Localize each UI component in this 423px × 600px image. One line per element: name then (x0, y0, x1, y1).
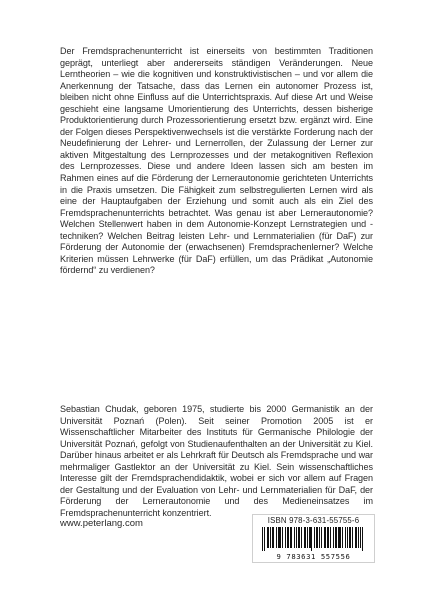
barcode-bar (298, 527, 299, 548)
barcode-bar (276, 527, 277, 548)
barcode-image (261, 527, 366, 551)
barcode-bar (317, 527, 318, 548)
barcode-bar (309, 527, 310, 548)
barcode-bar (360, 527, 361, 548)
barcode-bar (350, 527, 351, 548)
isbn-barcode-block (252, 514, 375, 563)
barcode-bar (316, 527, 317, 548)
barcode-bar (342, 527, 343, 548)
barcode-bar (311, 527, 312, 551)
barcode-bar (287, 527, 288, 548)
barcode-bar (301, 527, 302, 548)
barcode-bar (299, 527, 300, 548)
barcode-bar (335, 527, 336, 548)
barcode-bar (294, 527, 295, 548)
barcode-bar (305, 527, 306, 548)
barcode-bar (272, 527, 273, 548)
back-cover-blurb: Der Fremdsprachenunterricht ist einerseits von bestimmten Traditionen geprägt, unterliegt aber andererseits ständigen Veränderungen. Neue Lerntheorien – wie die kognitiven und konstruktivistischen – und vor allem die Anerkennung der Tatsache, dass das Lernen ein autonomer Prozess ist, bleiben nicht ohne Einfluss auf die Unterrichtspraxis. Auf diese Art und Weise geschieht eine langsame Umorientierung des Unterrichts, dessen bisherige Produktorientierung durch Prozessorientierung ersetzt bzw. ergänzt wird. Eine der Folgen dieses Perspektivenwechsels ist die verstärkte Forderung nach der Neudefinierung der Lehrer- und Lernerrollen, der Zulassung der Lerner zur aktiven Mitgestaltung des Lernprozesses und der metakognitiven Reflexion des Lernprozesses. Diese und andere Ideen lassen sich am besten im Rahmen eines auf die Förderung der Lernerautonomie gerichteten Unterrichts in die Praxis umsetzen. Die Fähigkeit zum selbstregulierten Lernen wird als eine der Hauptaufgaben der Erziehung und somit auch als ein Ziel des Fremdsprachenunterrichts betrachtet. Was genau ist aber Lernerautonomie? Welchen Stellenwert haben in dem Autonomie-Konzept Lernstrategien und -techniken? Welchen Beitrag leisten Lehr- und Lernmaterialien (für DaF) zur Förderung der Autonomie der (erwachsenen) Fremdsprachenlerner? Welche Kriterien müssen Lehrwerke (für DaF) erfüllen, um das Prädikat „Autonomie fördernd“ zu verdienen? (60, 46, 373, 276)
barcode-bar (278, 527, 279, 548)
barcode-bar (355, 527, 356, 548)
author-biography: Sebastian Chudak, geboren 1975, studierte bis 2000 Germanistik an der Universität Poznań (Polen). Seit seiner Promotion 2005 ist er Wissenschaftlicher Mitarbeiter des Instituts für Germanische Philologie der Universität Poznań, gefolgt von Studienaufenthalten an der Universität zu Kiel. Darüber hinaus arbeitet er als Lehrkraft für Deutsch als Fremdsprache und war mehrmaliger Gastlektor an der Universität zu Kiel. Sein wissenschaftliches Interesse gilt der Fremdsprachendidaktik, wobei er sich vor allem auf Fragen der Gestaltung und der Evaluation von Lehr- und Lernmaterialien für DaF, der Förderung der Lernerautonomie und des Medieneinsatzes im Fremdsprachenunterricht konzentriert. (60, 404, 373, 518)
barcode-bar (339, 527, 340, 548)
barcode-digits: 9 783631 557556 (276, 552, 351, 561)
barcode-bar (328, 527, 329, 548)
barcode-bar (273, 527, 274, 548)
barcode-bar (327, 527, 328, 548)
barcode-bar (296, 527, 297, 548)
barcode-bar (345, 527, 346, 548)
barcode-bar (310, 527, 311, 548)
barcode-bar (288, 527, 289, 548)
barcode-bar (290, 527, 291, 548)
barcode-bar (270, 527, 271, 548)
barcode-bar (262, 527, 263, 551)
barcode-bar (264, 527, 265, 551)
barcode-bar (282, 527, 283, 548)
barcode-bar (325, 527, 326, 548)
barcode-bar (285, 527, 286, 548)
barcode-bar (319, 527, 320, 548)
barcode-bar (280, 527, 281, 548)
barcode-bar (352, 527, 353, 548)
barcode-bar (268, 527, 269, 548)
barcode-bar (349, 527, 350, 548)
barcode-bar (356, 527, 357, 548)
barcode-bar (279, 527, 280, 548)
barcode-bar (362, 527, 363, 551)
barcode-bar (358, 527, 359, 548)
barcode-bar (314, 527, 315, 548)
barcode-bar (307, 527, 308, 548)
barcode-bar (267, 527, 268, 548)
barcode-bar (347, 527, 348, 548)
publisher-url: www.peterlang.com (60, 518, 143, 529)
isbn-label: ISBN 978-3-631-55755-6 (267, 516, 360, 525)
barcode-bar (340, 527, 341, 548)
barcode-bar (333, 527, 334, 548)
barcode-bar (321, 527, 322, 548)
barcode-bar (304, 527, 305, 548)
barcode-bar (291, 527, 292, 548)
barcode-bar (324, 527, 325, 548)
barcode-bar (336, 527, 337, 548)
barcode-bar (338, 527, 339, 548)
barcode-bar (330, 527, 331, 548)
